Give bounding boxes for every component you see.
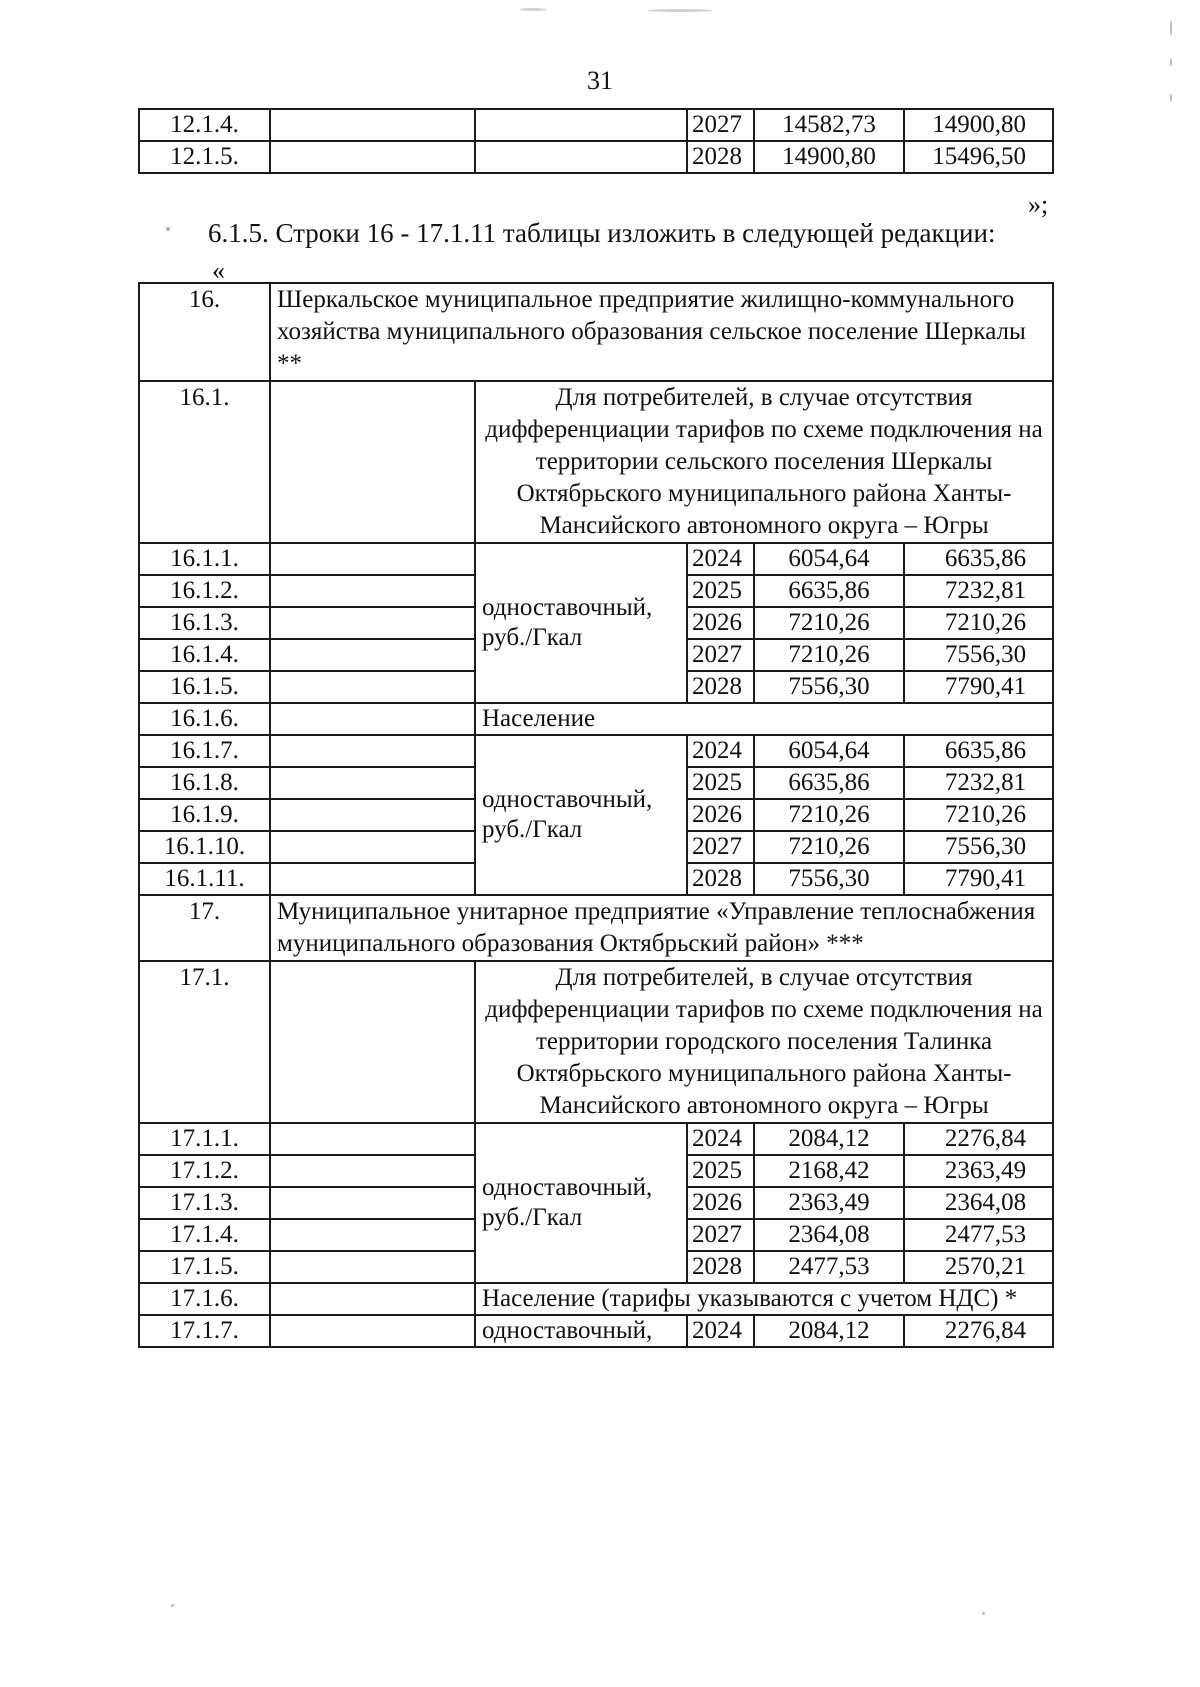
- year-cell: 2024: [687, 1315, 754, 1347]
- row-number: 12.1.5.: [139, 141, 270, 173]
- tariff-to: 2276,84: [904, 1123, 1053, 1155]
- year-cell: 2028: [687, 671, 754, 703]
- table-row: [139, 543, 1053, 575]
- scan-speck: [166, 227, 170, 231]
- tariff-unit: одноставочный, руб./Гкал: [475, 735, 687, 895]
- empty-cell: [270, 831, 475, 863]
- row-number: 17.1.6.: [139, 1283, 270, 1315]
- tariff-to: 6635,86: [904, 543, 1053, 575]
- scan-speck: [1170, 58, 1172, 66]
- empty-cell: [270, 1251, 475, 1283]
- empty-cell: [270, 1187, 475, 1219]
- section-row-17-1: [139, 961, 1053, 1123]
- tariff-to: 7232,81: [904, 767, 1053, 799]
- row-number: 16.1.2.: [139, 575, 270, 607]
- year-cell: 2028: [687, 141, 754, 173]
- tariff-to: 14900,80: [904, 109, 1053, 141]
- scan-speck: [1170, 94, 1172, 102]
- empty-cell: [270, 381, 475, 543]
- year-cell: 2026: [687, 1187, 754, 1219]
- tariff-from: 14900,80: [754, 141, 904, 173]
- row-number: 16.1.10.: [139, 831, 270, 863]
- scan-speck: [171, 1604, 174, 1607]
- empty-cell: [270, 703, 475, 735]
- tariff-table-continuation: [138, 108, 1054, 174]
- empty-cell: [270, 671, 475, 703]
- tariff-from: 6054,64: [754, 543, 904, 575]
- tariff-to: 2363,49: [904, 1155, 1053, 1187]
- tariff-from: 6635,86: [754, 575, 904, 607]
- year-cell: 2024: [687, 735, 754, 767]
- row-number: 16.1.: [139, 381, 270, 543]
- table-row: [139, 1315, 1053, 1347]
- tariff-from: 2477,53: [754, 1251, 904, 1283]
- row-number: 17.1.1.: [139, 1123, 270, 1155]
- empty-cell: [270, 735, 475, 767]
- scan-speck: [982, 1612, 985, 1615]
- empty-cell: [270, 1219, 475, 1251]
- year-cell: 2025: [687, 767, 754, 799]
- population-row-16: [139, 703, 1053, 735]
- year-cell: 2024: [687, 1123, 754, 1155]
- consumer-category: Население (тарифы указываются с учетом НДС) *: [475, 1283, 1053, 1315]
- consumer-category: Население: [475, 703, 1053, 735]
- empty-cell: [270, 543, 475, 575]
- tariff-to: 7210,26: [904, 607, 1053, 639]
- tariff-from: 7210,26: [754, 831, 904, 863]
- row-number: 16.1.3.: [139, 607, 270, 639]
- year-cell: 2024: [687, 543, 754, 575]
- opening-quote: «: [212, 256, 225, 285]
- empty-cell: [270, 863, 475, 895]
- year-cell: 2027: [687, 109, 754, 141]
- year-cell: 2028: [687, 1251, 754, 1283]
- empty-cell: [270, 799, 475, 831]
- tariff-from: 7210,26: [754, 799, 904, 831]
- row-number: 16.1.4.: [139, 639, 270, 671]
- empty-cell: [270, 607, 475, 639]
- row-number: 16.1.1.: [139, 543, 270, 575]
- tariff-from: 6054,64: [754, 735, 904, 767]
- tariff-to: 2570,21: [904, 1251, 1053, 1283]
- row-number: 17.1.5.: [139, 1251, 270, 1283]
- population-row-17: [139, 1283, 1053, 1315]
- row-number: 17.1.4.: [139, 1219, 270, 1251]
- table-row: [139, 1123, 1053, 1155]
- org-row-17: [139, 895, 1053, 961]
- tariff-to: 2477,53: [904, 1219, 1053, 1251]
- empty-cell: [475, 141, 687, 173]
- empty-cell: [270, 141, 475, 173]
- organization-name: Муниципальное унитарное предприятие «Управление теплоснабжения муниципального образования Октябрьский район» ***: [270, 895, 1053, 961]
- empty-cell: [270, 109, 475, 141]
- empty-cell: [270, 639, 475, 671]
- empty-cell: [475, 109, 687, 141]
- tariff-from: 2364,08: [754, 1219, 904, 1251]
- row-number: 16.: [139, 283, 270, 381]
- row-number: 17.: [139, 895, 270, 961]
- row-number: 16.1.11.: [139, 863, 270, 895]
- tariff-to: 7790,41: [904, 863, 1053, 895]
- tariff-to: 7556,30: [904, 831, 1053, 863]
- tariff-to: 7210,26: [904, 799, 1053, 831]
- row-number: 17.1.7.: [139, 1315, 270, 1347]
- table-row: [139, 735, 1053, 767]
- tariff-from: 2084,12: [754, 1123, 904, 1155]
- tariff-to: 15496,50: [904, 141, 1053, 173]
- row-number: 16.1.9.: [139, 799, 270, 831]
- row-number: 17.1.3.: [139, 1187, 270, 1219]
- empty-cell: [270, 1155, 475, 1187]
- year-cell: 2027: [687, 1219, 754, 1251]
- row-number: 12.1.4.: [139, 109, 270, 141]
- organization-name: Шеркальское муниципальное предприятие жилищно-коммунального хозяйства муниципального образования сельское поселение Шеркалы **: [270, 283, 1053, 381]
- tariff-from: 14582,73: [754, 109, 904, 141]
- year-cell: 2027: [687, 639, 754, 671]
- year-cell: 2026: [687, 607, 754, 639]
- year-cell: 2027: [687, 831, 754, 863]
- empty-cell: [270, 961, 475, 1123]
- row-number: 16.1.5.: [139, 671, 270, 703]
- tariff-from: 2084,12: [754, 1315, 904, 1347]
- table-row: [139, 141, 1053, 173]
- consumer-category: Для потребителей, в случае отсутствия дифференциации тарифов по схеме подключения на территории городского поселения Талинка Октябрьского муниципального района Ханты-Мансийского автономного округа – Югры: [475, 961, 1053, 1123]
- row-number: 16.1.6.: [139, 703, 270, 735]
- tariff-to: 7790,41: [904, 671, 1053, 703]
- row-number: 17.1.: [139, 961, 270, 1123]
- tariff-to: 7232,81: [904, 575, 1053, 607]
- tariff-unit: одноставочный, руб./Гкал: [475, 543, 687, 703]
- tariff-from: 7556,30: [754, 863, 904, 895]
- empty-cell: [270, 767, 475, 799]
- tariff-from: 7210,26: [754, 639, 904, 671]
- empty-cell: [270, 1315, 475, 1347]
- consumer-category: Для потребителей, в случае отсутствия дифференциации тарифов по схеме подключения на территории сельского поселения Шеркалы Октябрьского муниципального района Ханты-Мансийского автономного округа – Югры: [475, 381, 1053, 543]
- tariff-to: 2276,84: [904, 1315, 1053, 1347]
- tariff-to: 6635,86: [904, 735, 1053, 767]
- scan-speck: [648, 9, 712, 12]
- amendment-instruction: 6.1.5. Строки 16 - 17.1.11 таблицы изложить в следующей редакции:: [208, 218, 996, 248]
- scan-speck: [1170, 20, 1172, 36]
- empty-cell: [270, 1123, 475, 1155]
- tariff-from: 2168,42: [754, 1155, 904, 1187]
- row-number: 16.1.7.: [139, 735, 270, 767]
- tariff-from: 2363,49: [754, 1187, 904, 1219]
- tariff-table: [138, 282, 1054, 1348]
- tariff-unit: одноставочный,: [475, 1315, 687, 1347]
- row-number: 16.1.8.: [139, 767, 270, 799]
- row-number: 17.1.2.: [139, 1155, 270, 1187]
- closing-quote: »;: [1028, 190, 1049, 219]
- page-number: 31: [587, 66, 613, 95]
- year-cell: 2025: [687, 575, 754, 607]
- tariff-to: 7556,30: [904, 639, 1053, 671]
- tariff-unit: одноставочный, руб./Гкал: [475, 1123, 687, 1283]
- org-row-16: [139, 283, 1053, 381]
- tariff-from: 7556,30: [754, 671, 904, 703]
- tariff-to: 2364,08: [904, 1187, 1053, 1219]
- year-cell: 2025: [687, 1155, 754, 1187]
- tariff-from: 6635,86: [754, 767, 904, 799]
- tariff-from: 7210,26: [754, 607, 904, 639]
- empty-cell: [270, 1283, 475, 1315]
- section-row-16-1: [139, 381, 1053, 543]
- year-cell: 2028: [687, 863, 754, 895]
- empty-cell: [270, 575, 475, 607]
- scan-speck: [520, 8, 546, 11]
- table-row: [139, 109, 1053, 141]
- year-cell: 2026: [687, 799, 754, 831]
